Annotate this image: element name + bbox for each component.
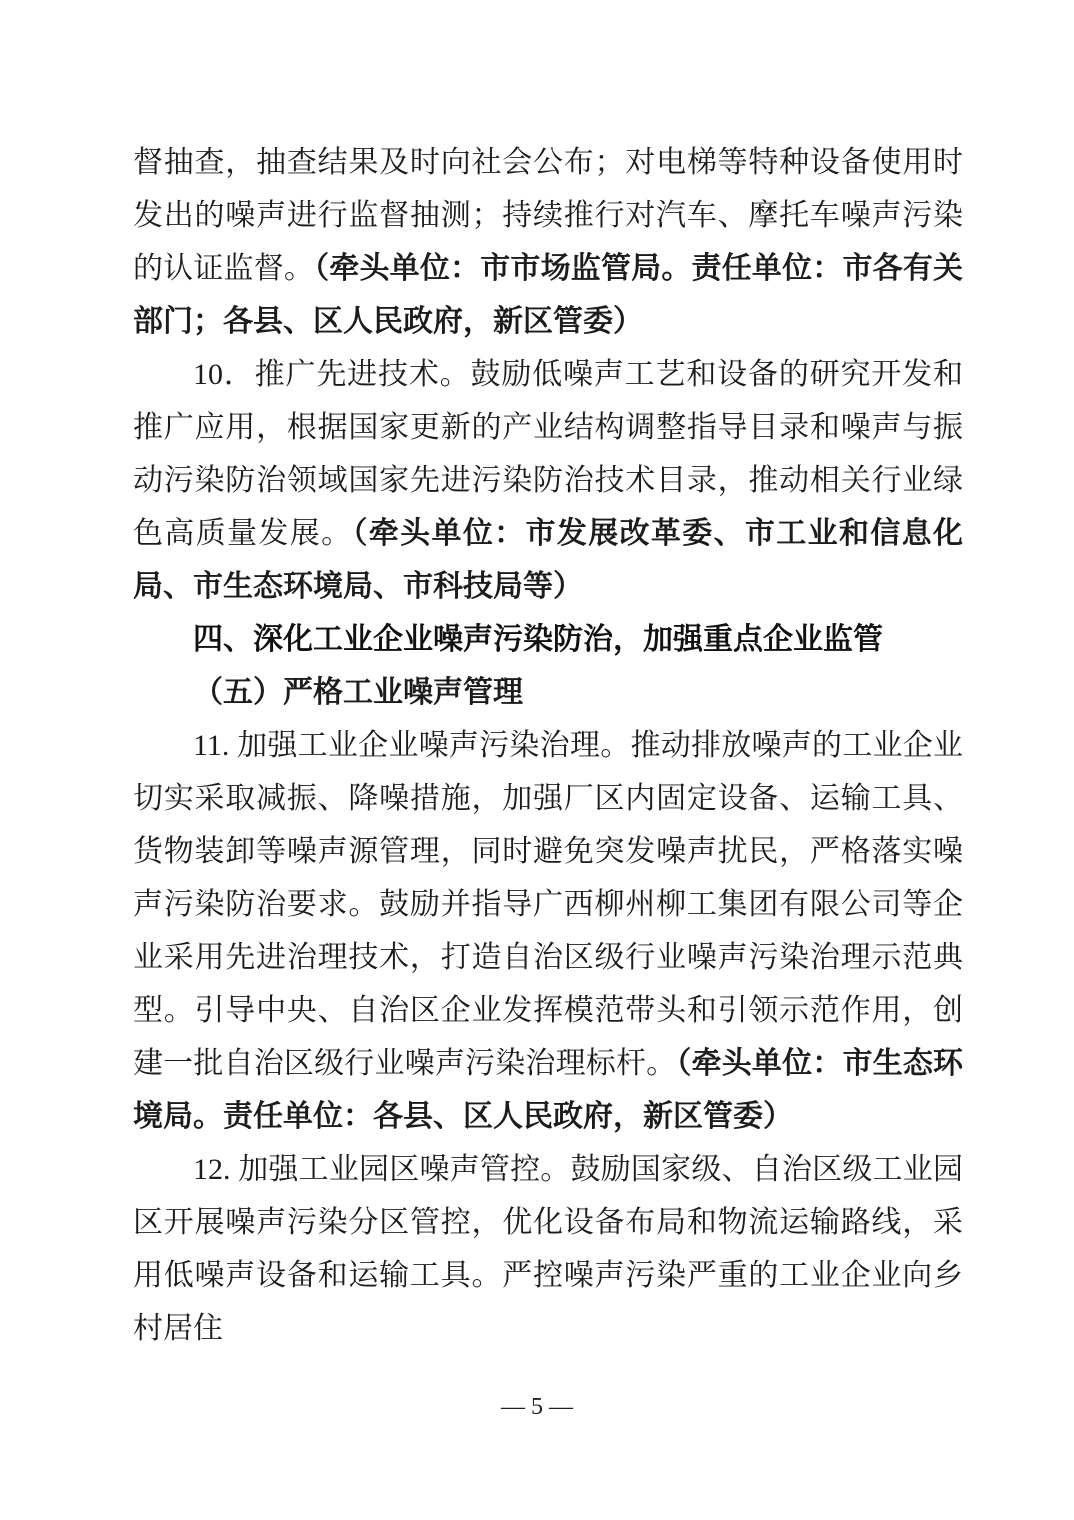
paragraph-12: [133, 1143, 963, 1355]
paragraph-9-continuation: [133, 136, 963, 348]
paragraph-11: [133, 719, 963, 1143]
paragraph-12-body-text: 12. 加强工业园区噪声管控。鼓励国家级、自治区级工业园区开展噪声污染分区管控，优化设备布局和物流运输路线，采用低噪声设备和运输工具。严控噪声污染严重的工业企业向乡村居住: [133, 1153, 963, 1345]
paragraph-9-body-text: 督抽查，抽查结果及时向社会公布；对电梯等特种设备使用时发出的噪声进行监督抽测；持续推行对汽车、摩托车噪声污染的认证监督。: [133, 146, 963, 285]
paragraph-11-body-text: 11. 加强工业企业噪声污染治理。推动排放噪声的工业企业切实采取减振、降噪措施，加强厂区内固定设备、运输工具、货物装卸等噪声源管理，同时避免突发噪声扰民，严格落实噪声污染防治要求。鼓励并指导广西柳州柳工集团有限公司等企业采用先进治理技术，打造自治区级行业噪声污染治理示范典型。引导中央、自治区企业发挥模范带头和引领示范作用，创建一批自治区级行业噪声污染治理标杆。: [133, 729, 963, 1080]
paragraph-10-body-text: 10．推广先进技术。鼓励低噪声工艺和设备的研究开发和推广应用，根据国家更新的产业结构调整指导目录和噪声与振动污染防治领域国家先进污染防治技术目录，推动相关行业绿色高质量发展。: [133, 358, 963, 550]
paragraph-11-lead-unit-text: （牵头单位：市生态环境局。责任单位：各县、区人民政府，新区管委）: [133, 1047, 964, 1133]
page-body: [133, 136, 963, 1355]
section-4-heading: 四、深化工业企业噪声污染防治，加强重点企业监管: [193, 623, 883, 656]
page-number: — 5 —: [501, 1394, 573, 1420]
subsection-5-heading: （五）严格工业噪声管理: [193, 676, 523, 709]
paragraph-10-lead-unit-text: （牵头单位：市发展改革委、市工业和信息化局、市生态环境局、市科技局等）: [133, 517, 964, 603]
paragraph-9-lead-unit-text: （牵头单位：市市场监管局。责任单位：市各有关部门；各县、区人民政府，新区管委）: [133, 252, 964, 338]
paragraph-10: [133, 348, 963, 613]
page-footer: [0, 1392, 1074, 1422]
